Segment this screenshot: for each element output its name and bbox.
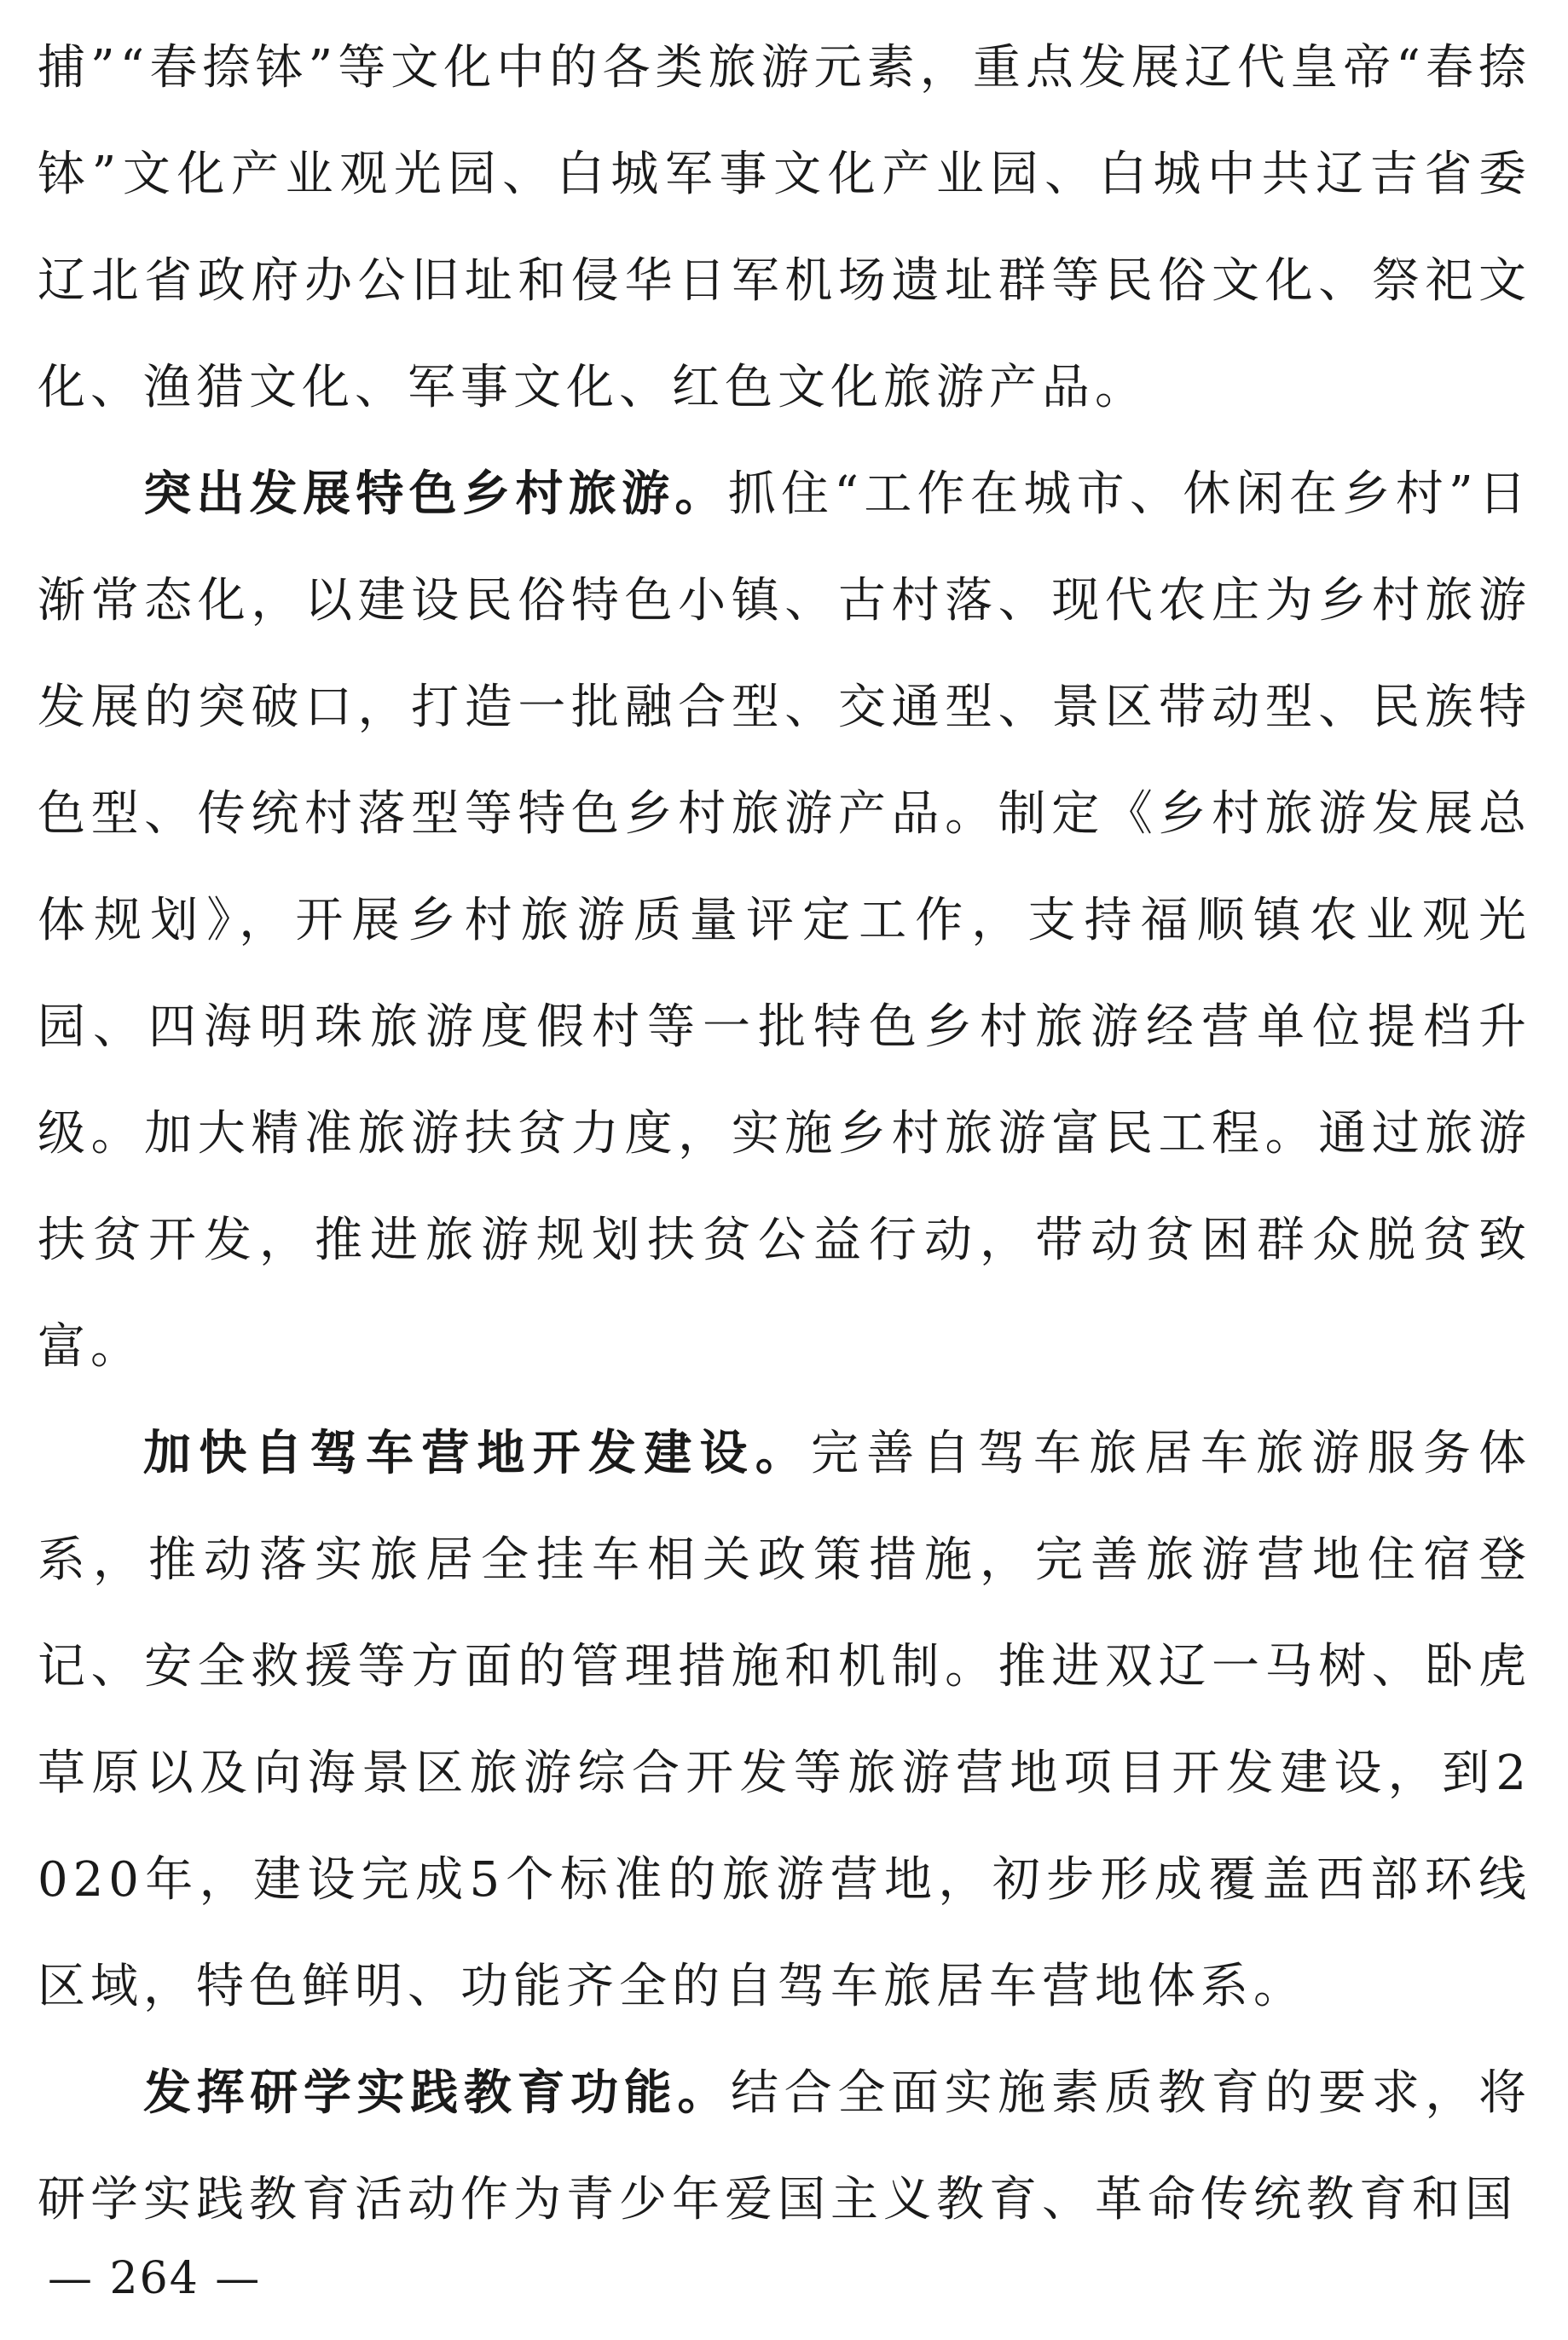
document-page [38, 0, 1531, 2253]
paragraph-continuation [38, 14, 1531, 441]
paragraph-body: 完善自驾车旅居车旅游服务体系，推动落实旅居全挂车相关政策措施，完善旅游营地住宿登记、安全救援等方面的管理措施和机制。推进双辽一马树、卧虎草原以及向海景区旅游综合开发等旅游营地项目开发建设，到2020年，建设完成5个标准的旅游营地，初步形成覆盖西部环线区域，特色鲜明、功能齐全的自驾车旅居车营地体系。 [38, 1426, 1531, 2014]
paragraph-study-education [38, 2040, 1531, 2253]
paragraph-lead-heading: 突出发展特色乡村旅游。 [143, 466, 728, 522]
paragraph-rural-tourism [38, 441, 1531, 1400]
page-number: — 264 — [48, 2253, 262, 2304]
paragraph-lead-heading: 加快自驾车营地开发建设。 [143, 1425, 811, 1481]
paragraph-body: 捕”“春捺钵”等文化中的各类旅游元素，重点发展辽代皇帝“春捺钵”文化产业观光园、白城军事文化产业园、白城中共辽吉省委辽北省政府办公旧址和侵华日军机场遗址群等民俗文化、祭祀文化、渔猎文化、军事文化、红色文化旅游产品。 [38, 40, 1531, 415]
paragraph-body: 结合全面实施素质教育的要求，将研学实践教育活动作为青少年爱国主义教育、革命传统教育和国 [38, 2065, 1532, 2227]
paragraph-body: 抓住“工作在城市、休闲在乡村”日渐常态化，以建设民俗特色小镇、古村落、现代农庄为乡村旅游发展的突破口，打造一批融合型、交通型、景区带动型、民族特色型、传统村落型等特色乡村旅游产品。制定《乡村旅游发展总体规划》，开展乡村旅游质量评定工作，支持福顺镇农业观光园、四海明珠旅游度假村等一批特色乡村旅游经营单位提档升级。加大精准旅游扶贫力度，实施乡村旅游富民工程。通过旅游扶贫开发，推进旅游规划扶贫公益行动，带动贫困群众脱贫致富。 [38, 466, 1531, 1375]
paragraph-camping-sites [38, 1400, 1531, 2040]
paragraph-lead-heading: 发挥研学实践教育功能。 [143, 2065, 732, 2121]
